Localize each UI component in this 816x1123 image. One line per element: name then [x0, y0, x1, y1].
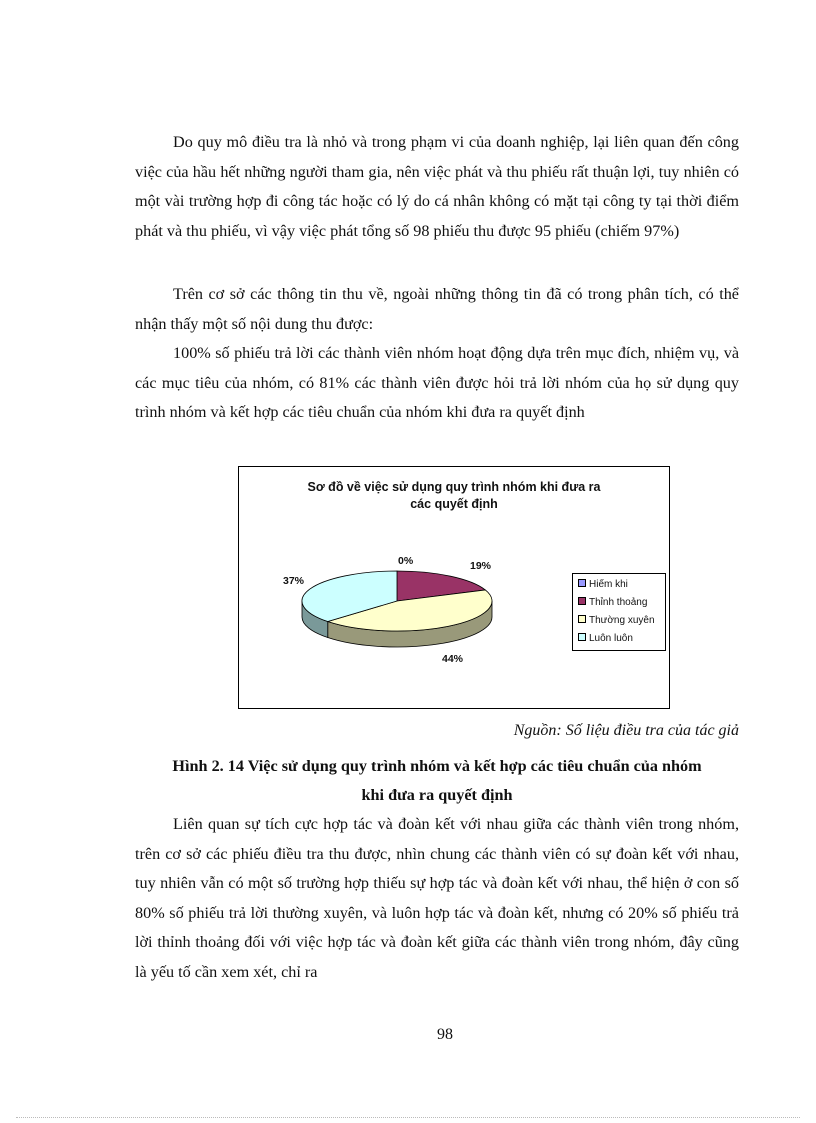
legend-swatch	[578, 633, 586, 641]
legend-label: Hiếm khi	[589, 579, 628, 590]
legend-item-thinh-thoang	[578, 596, 647, 610]
paragraph-3: 100% số phiếu trả lời các thành viên nhóm hoạt động dựa trên mục đích, nhiệm vụ, và các mục tiêu của nhóm, có 81% các thành viên được hỏi trả lời nhóm của họ sử dụng quy trình nhóm và kết hợp các tiêu chuẩn của nhóm khi đưa ra quyết định	[135, 344, 739, 422]
source-note: Nguồn: Số liệu điều tra của tác giả	[513, 722, 739, 739]
legend-label: Luôn luôn	[589, 633, 633, 644]
pie-chart	[238, 466, 670, 709]
slice-label-hiem-khi: 0%	[398, 555, 414, 567]
figure-caption-line-1: Hình 2. 14 Việc sử dụng quy trình nhóm và kết hợp các tiêu chuẩn của nhóm	[172, 757, 702, 775]
slice-label-thuong-xuyen: 44%	[442, 653, 464, 665]
chart-legend	[572, 573, 666, 651]
legend-swatch	[578, 579, 586, 587]
paragraph-2: Trên cơ sở các thông tin thu về, ngoài những thông tin đã có trong phân tích, có thể nhận thấy một số nội dung thu được:	[135, 285, 739, 333]
slice-label-thinh-thoang: 19%	[470, 560, 492, 572]
paragraph-4: Liên quan sự tích cực hợp tác và đoàn kết với nhau giữa các thành viên trong nhóm, trên cơ sở các phiếu điều tra thu được, nhìn chung các thành viên có sự đoàn kết với nhau, tuy nhiên vẫn có một số trường hợp thiếu sự hợp tác và đoàn kết với nhau, thể hiện ở con số 80% số phiếu trả lời thường xuyên, và luôn hợp tác và đoàn kết, nhưng có 20% số phiếu trả lời thỉnh thoảng đối với việc hợp tác và đoàn kết giữa các thành viên trong nhóm, đây cũng là yếu tố cần xem xét, chỉ ra	[135, 815, 739, 981]
legend-item-luon-luon	[578, 632, 633, 646]
figure-caption-line-2: khi đưa ra quyết định	[361, 786, 513, 804]
legend-item-hiem-khi	[578, 578, 628, 592]
legend-label: Thỉnh thoảng	[589, 597, 648, 608]
legend-swatch	[578, 597, 586, 605]
chart-title-line-1: Sơ đồ về việc sử dụng quy trình nhóm khi đưa ra	[307, 480, 601, 494]
page-number: 98	[437, 1026, 453, 1043]
legend-label: Thường xuyên	[589, 615, 655, 626]
page-bottom-rule	[16, 1117, 800, 1118]
paragraph-1: Do quy mô điều tra là nhỏ và trong phạm vi của doanh nghiệp, lại liên quan đến công việc của hầu hết những người tham gia, nên việc phát và thu phiếu rất thuận lợi, tuy nhiên có một vài trường hợp đi công tác hoặc có lý do cá nhân không có mặt tại công ty tại thời điểm phát và thu phiếu, vì vậy việc phát tổng số 98 phiếu thu được 95 phiếu (chiếm 97%)	[135, 133, 739, 240]
legend-item-thuong-xuyen	[578, 614, 655, 628]
legend-swatch	[578, 615, 586, 623]
slice-label-luon-luon: 37%	[283, 575, 305, 587]
chart-title-line-2: các quyết định	[410, 497, 498, 511]
